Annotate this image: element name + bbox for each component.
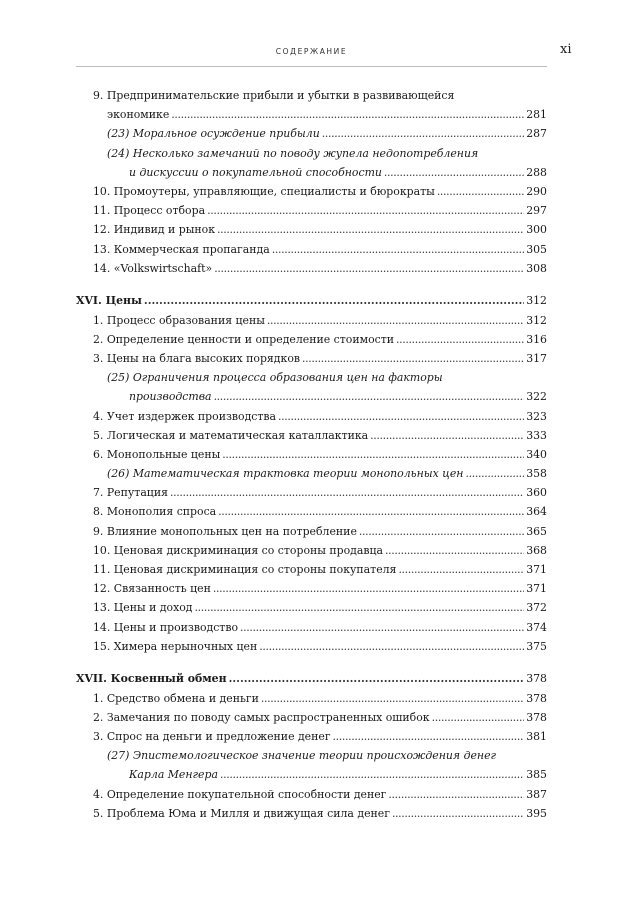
toc-entry	[76, 330, 547, 349]
toc-entry-page: 368	[526, 543, 547, 557]
dot-leader	[302, 349, 524, 368]
toc-entry-title: 12. Индивид и рынок	[93, 223, 216, 237]
toc-entry	[76, 483, 547, 502]
table-of-contents	[76, 86, 547, 823]
toc-entry	[76, 618, 547, 637]
toc-entry-title: и дискуссии о покупательной способности	[129, 165, 382, 179]
toc-entry-title: 6. Монопольные цены	[93, 447, 221, 461]
toc-entry-page: 333	[526, 428, 547, 442]
toc-entry-title: 3. Цены на блага высоких порядков	[93, 351, 301, 365]
toc-entry-title: 14. Цены и производство	[93, 620, 239, 634]
toc-entry-page: 308	[526, 261, 547, 275]
toc-entry-page: 287	[526, 127, 547, 141]
toc-chapter-entry	[76, 291, 547, 310]
toc-entry-page: 378	[526, 672, 547, 686]
toc-entry-page: 312	[526, 294, 547, 308]
toc-entry	[76, 426, 547, 445]
toc-entry-title: 12. Связанность цен	[93, 582, 211, 596]
toc-entry	[76, 804, 547, 823]
toc-entry	[76, 240, 547, 259]
toc-entry	[76, 522, 547, 541]
toc-entry	[76, 560, 547, 579]
toc-entry-page: 375	[526, 639, 547, 653]
toc-entry	[76, 785, 547, 804]
toc-entry	[76, 445, 547, 464]
toc-entry-title-line: 9. Предпринимательские прибыли и убытки в развивающейся	[93, 89, 455, 102]
toc-entry-page: 381	[526, 730, 547, 743]
dot-leader	[398, 560, 524, 579]
toc-entry-page: 305	[526, 242, 547, 256]
toc-block-chapter-xv-continued	[76, 86, 547, 278]
running-head-title: СОДЕРЖАНИЕ	[275, 47, 348, 56]
toc-entry	[76, 105, 547, 124]
toc-entry	[76, 708, 547, 727]
dot-leader	[217, 220, 524, 239]
toc-entry-title-line: (25) Ограничения процесса образования цен на факторы	[107, 371, 443, 385]
toc-entry-page: 364	[526, 505, 547, 519]
toc-entry-page: 374	[526, 620, 547, 634]
dot-leader	[214, 387, 525, 406]
toc-entry	[76, 579, 547, 598]
toc-entry-page: 297	[526, 204, 547, 218]
toc-entry-page: 300	[526, 223, 547, 237]
toc-entry	[76, 637, 547, 656]
toc-entry-page: 340	[526, 447, 547, 461]
dot-leader	[218, 502, 524, 521]
toc-entry-page: 312	[526, 313, 547, 327]
toc-entry-title: 2. Определение ценности и определение стоимости	[93, 332, 395, 346]
dot-leader	[322, 124, 524, 143]
toc-entry-title: 1. Средство обмена и деньги	[93, 691, 259, 705]
dot-leader	[220, 765, 524, 784]
toc-entry-title: Карла Менгера	[129, 768, 218, 782]
toc-entry-title: 9. Влияние монопольных цен на потребление	[93, 524, 357, 538]
toc-entry-title: 5. Логическая и математическая каталлактика	[93, 428, 369, 442]
toc-entry-title: 13. Коммерческая пропаганда	[93, 242, 270, 256]
toc-entry-page: 385	[526, 768, 547, 782]
toc-entry-page: 371	[526, 582, 547, 596]
toc-entry	[76, 163, 547, 182]
toc-entry-page: 395	[526, 806, 547, 820]
dot-leader	[144, 291, 524, 310]
toc-entry-page: 290	[526, 184, 547, 198]
dot-leader	[370, 426, 524, 445]
dot-leader	[437, 182, 524, 201]
dot-leader	[432, 708, 525, 727]
toc-entry	[76, 502, 547, 521]
toc-entry-page: 387	[526, 787, 547, 801]
toc-chapter-entry	[76, 669, 547, 688]
toc-entry	[76, 464, 547, 483]
dot-leader	[272, 240, 525, 259]
running-header	[76, 40, 547, 67]
dot-leader	[392, 804, 524, 823]
toc-block-chapter-xvii	[76, 669, 547, 823]
toc-entry-title: 1. Процесс образования цены	[93, 313, 265, 327]
dot-leader	[213, 579, 524, 598]
toc-entry-title: экономике	[107, 108, 170, 122]
dot-leader	[333, 727, 525, 746]
dot-leader	[385, 541, 524, 560]
dot-leader	[278, 407, 524, 426]
toc-entry	[76, 407, 547, 426]
dot-leader	[267, 311, 524, 330]
toc-entry-title: XVI. Цены	[76, 294, 142, 308]
toc-entry	[76, 598, 547, 617]
toc-entry-page: 358	[526, 467, 547, 481]
toc-entry-title: 14. «Volkswirtschaft»	[93, 261, 213, 275]
toc-entry-page: 317	[526, 351, 547, 365]
toc-entry	[76, 311, 547, 330]
dot-leader	[222, 445, 524, 464]
toc-entry-title-line: (24) Несколько замечаний по поводу жупела недопотребления	[107, 146, 479, 160]
toc-entry-page: 316	[526, 332, 547, 346]
toc-entry	[76, 259, 547, 278]
toc-entry-title: 7. Репутация	[93, 486, 168, 500]
toc-entry-title: 5. Проблема Юма и Милля и движущая сила денег	[93, 806, 390, 820]
toc-entry	[76, 124, 547, 143]
dot-leader	[465, 464, 524, 483]
toc-entry	[76, 689, 547, 708]
toc-entry-title: 4. Определение покупательной способности денег	[93, 787, 387, 801]
dot-leader	[384, 163, 524, 182]
toc-entry	[76, 201, 547, 220]
toc-entry-title: производства	[129, 390, 212, 404]
toc-entry-page: 288	[526, 165, 547, 179]
dot-leader	[171, 105, 524, 124]
toc-entry-title: 8. Монополия спроса	[93, 505, 217, 519]
toc-entry-title: XVII. Косвенный обмен	[76, 672, 227, 686]
toc-entry-page: 360	[526, 486, 547, 500]
toc-entry-title-line: (27) Эпистемологическое значение теории происхождения денег	[107, 749, 497, 763]
dot-leader	[229, 669, 525, 688]
toc-entry-page: 378	[526, 710, 547, 724]
toc-entry-title: 15. Химера нерыночных цен	[93, 639, 258, 653]
toc-entry-title: (26) Математическая трактовка теории монопольных цен	[107, 467, 464, 481]
toc-entry	[76, 541, 547, 560]
toc-entry	[76, 765, 547, 784]
dot-leader	[207, 201, 524, 220]
page-number: xi	[560, 42, 572, 57]
toc-entry-page: 365	[526, 524, 547, 538]
toc-entry-page: 281	[526, 108, 547, 122]
toc-entry	[76, 349, 547, 368]
toc-entry-title: (23) Моральное осуждение прибыли	[107, 127, 320, 141]
toc-entry	[76, 387, 547, 406]
toc-entry-page: 372	[526, 601, 547, 615]
toc-entry-page: 322	[526, 390, 547, 404]
toc-entry-title: 11. Процесс отбора	[93, 204, 206, 218]
toc-entry-page: 323	[526, 409, 547, 423]
toc-entry-page: 378	[526, 691, 547, 705]
toc-entry-title: 10. Ценовая дискриминация со стороны продавца	[93, 543, 384, 557]
toc-block-chapter-xvi	[76, 291, 547, 656]
dot-leader	[359, 522, 524, 541]
toc-entry	[76, 182, 547, 201]
dot-leader	[259, 637, 524, 656]
toc-entry-title: 10. Промоутеры, управляющие, специалисты и бюрократы	[93, 184, 435, 198]
dot-leader	[195, 598, 525, 617]
dot-leader	[261, 689, 524, 708]
toc-entry	[76, 220, 547, 239]
toc-entry-title: 4. Учет издержек производства	[93, 409, 277, 423]
dot-leader	[388, 785, 524, 804]
dot-leader	[396, 330, 524, 349]
dot-leader	[170, 483, 524, 502]
toc-entry	[76, 727, 547, 746]
dot-leader	[214, 259, 524, 278]
toc-entry-page: 371	[526, 563, 547, 576]
dot-leader	[240, 618, 524, 637]
toc-entry-title: 11. Ценовая дискриминация со стороны покупателя	[93, 563, 397, 576]
toc-entry-title: 13. Цены и доход	[93, 601, 193, 615]
toc-entry-title: 3. Спрос на деньги и предложение денег	[93, 730, 331, 743]
toc-entry-title: 2. Замечания по поводу самых распространенных ошибок	[93, 710, 430, 724]
